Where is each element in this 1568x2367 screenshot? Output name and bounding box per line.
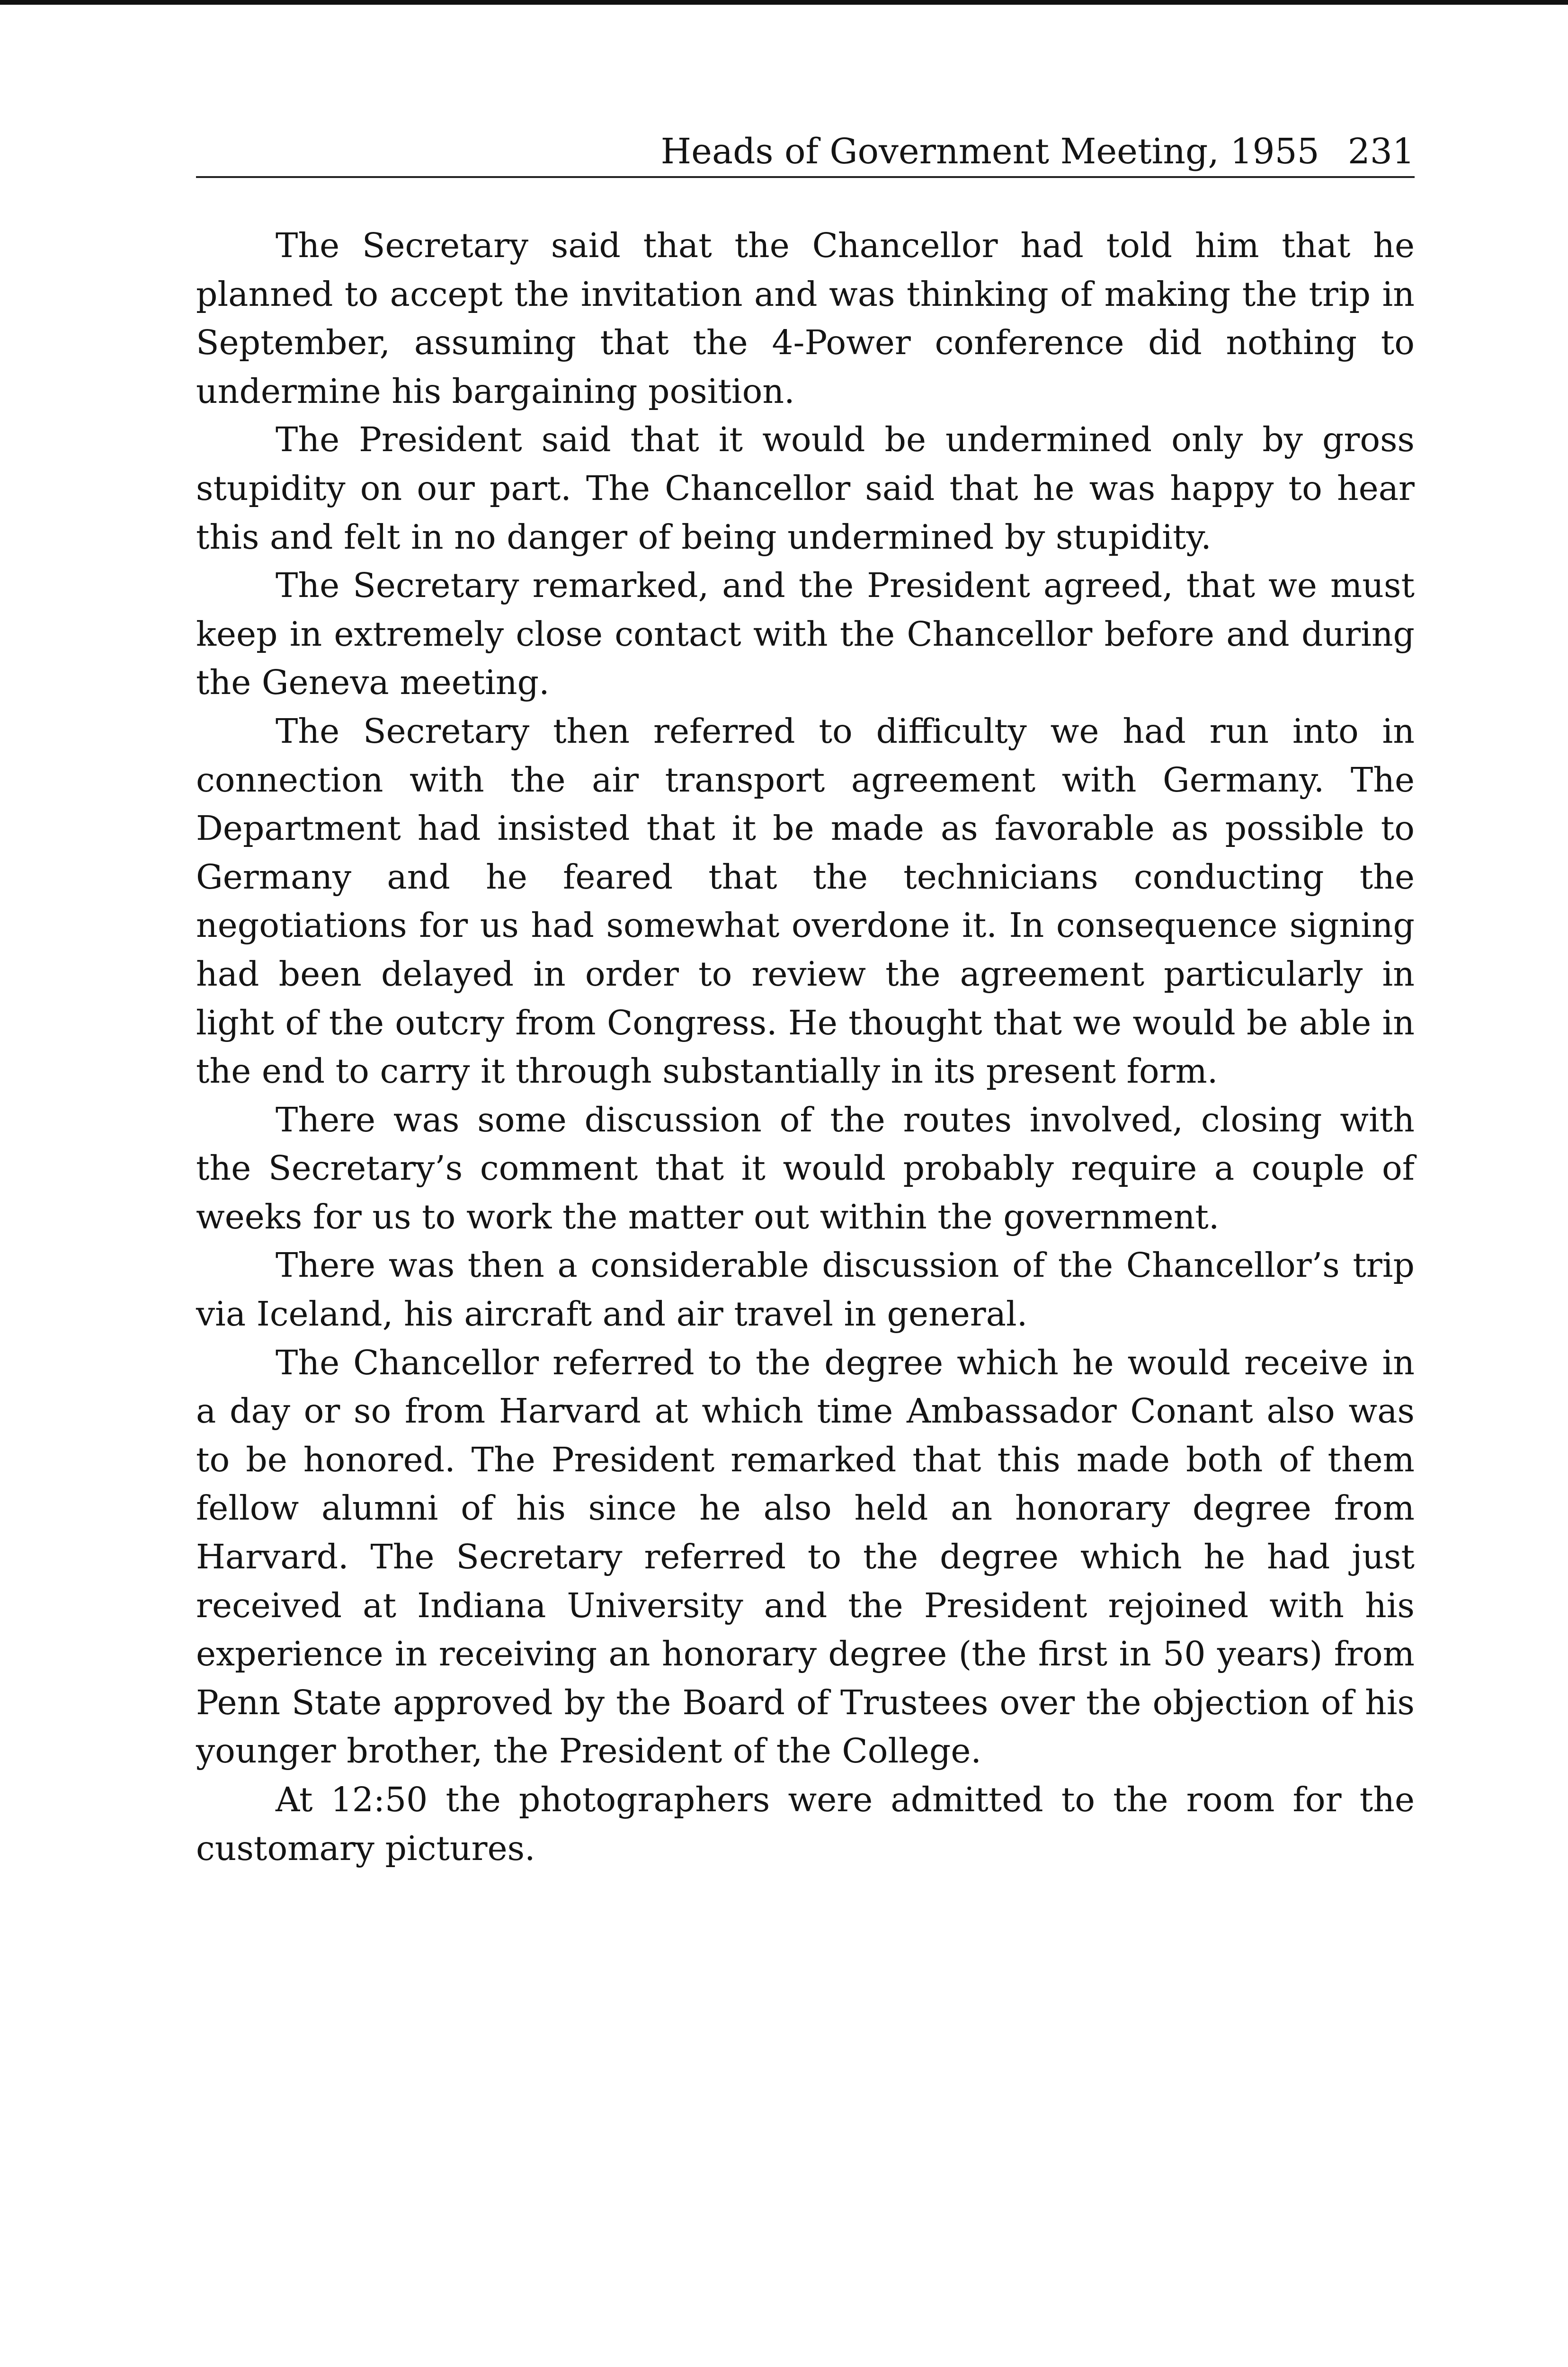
page-number: 231	[1347, 131, 1415, 172]
paragraph: The Secretary remarked, and the President agreed, that we must keep in extremely close contact with the Chancellor before and during the Geneva meeting.	[196, 566, 1415, 703]
paragraph: The Secretary then referred to difficulty we had run into in connection with the air transport agreement with Germany. The Department had insisted that it be made as favorable as possible to Germany and he feared that the technicians conducting the negotiations for us had somewhat overdone it. In consequence signing had been delayed in order to review the agreement particularly in light of the outcry from Congress. He thought that we would be able in the end to carry it through substantially in its present form.	[196, 711, 1415, 1091]
paragraph: The Secretary said that the Chancellor had told him that he planned to accept the invitation and was thinking of making the trip in September, assuming that the 4-Power conference did nothing to undermine his bargaining position.	[196, 226, 1415, 411]
paragraph: At 12:50 the photographers were admitted to the room for the customary pictures.	[196, 1780, 1415, 1868]
document-page	[196, 128, 1415, 1873]
scan-top-edge	[0, 0, 1568, 5]
paragraph: There was then a considerable discussion of the Chancellor’s trip via Iceland, his aircraft and air travel in general.	[196, 1246, 1415, 1334]
paragraph: The President said that it would be undermined only by gross stupidity on our part. The Chancellor said that he was happy to hear this and felt in no danger of being undermined by stupidity.	[196, 420, 1415, 557]
paragraph: There was some discussion of the routes involved, closing with the Secretary’s comment that it would probably require a couple of weeks for us to work the matter out within the government.	[196, 1100, 1415, 1237]
running-head	[196, 128, 1415, 178]
body-text	[196, 222, 1415, 1873]
running-head-title: Heads of Government Meeting, 1955	[660, 131, 1319, 172]
paragraph: The Chancellor referred to the degree which he would receive in a day or so from Harvard at which time Ambassador Conant also was to be honored. The President remarked that this made both of them fellow alumni of his since he also held an honorary degree from Harvard. The Secretary referred to the degree which he had just received at Indiana University and the President rejoined with his experience in receiving an honorary degree (the first in 50 years) from Penn State approved by the Board of Trustees over the objection of his younger brother, the President of the College.	[196, 1343, 1415, 1771]
